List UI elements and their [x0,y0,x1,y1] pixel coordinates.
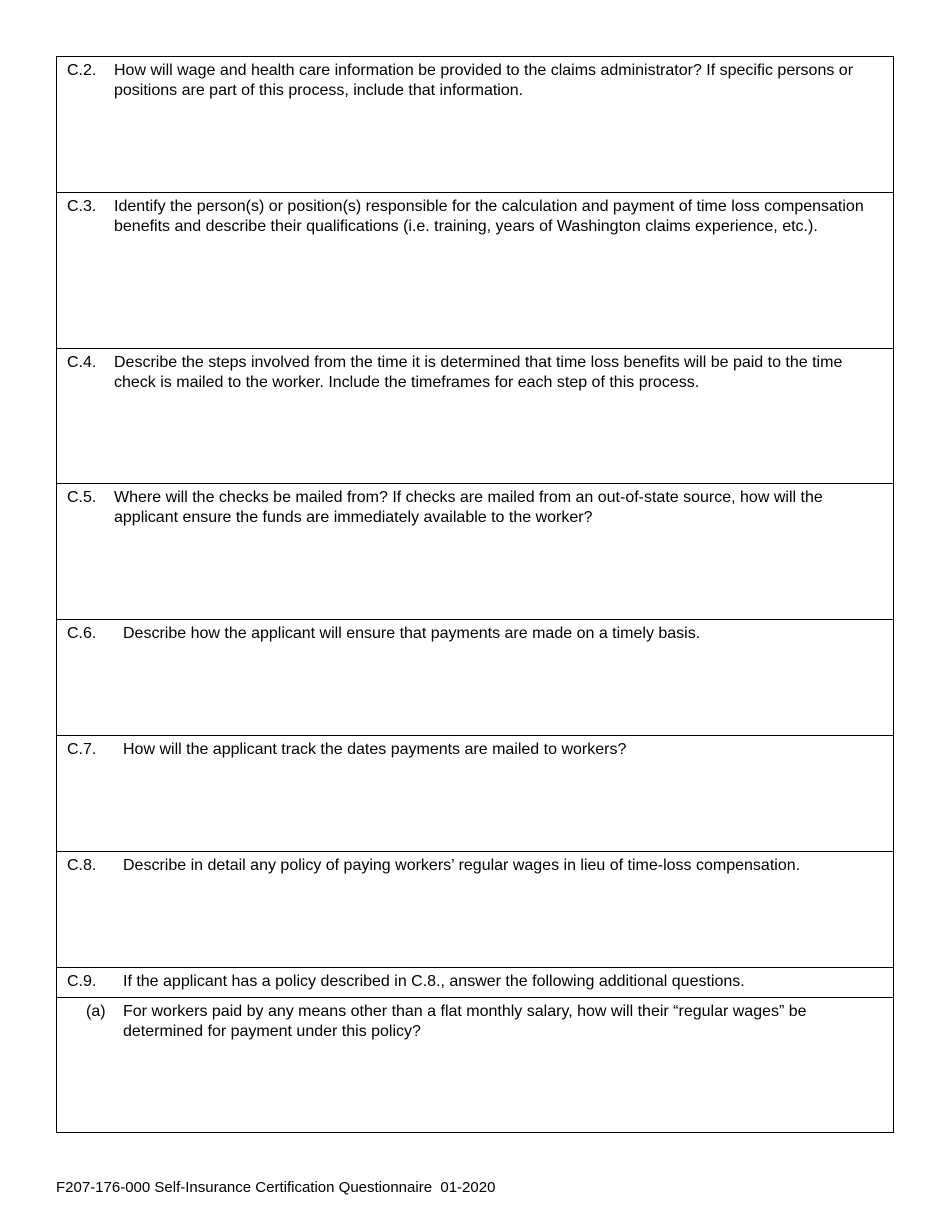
question-text: Describe how the applicant will ensure that payments are made on a timely basis. [123,625,701,642]
answer-cell-c2[interactable] [57,57,894,193]
answer-cell-c9a[interactable] [57,998,894,1133]
sub-question-number: (a) [86,1003,106,1020]
question-number: C.6. [67,625,97,642]
question-text: Where will the checks be mailed from? If checks are mailed from an out-of-state source, how will the applicant ensure the funds are immediately available to the worker? [114,489,823,526]
question-text: Identify the person(s) or position(s) responsible for the calculation and payment of time loss compensation benefits and describe their qualifications (i.e. training, years of Washington claims experience, etc.). [114,198,864,235]
question-number: C.2. [67,62,97,79]
question-text: Describe the steps involved from the time it is determined that time loss benefits will be paid to the time check is mailed to the worker. Include the timeframes for each step of this process. [114,354,843,391]
question-number: C.3. [67,198,97,215]
question-row-c5 [57,484,894,620]
question-row-c3 [57,193,894,349]
answer-cell-c8[interactable] [57,852,894,968]
question-number: C.4. [67,354,97,371]
question-text: How will wage and health care information be provided to the claims administrator? If specific persons or positions are part of this process, include that information. [114,62,854,99]
question-text: How will the applicant track the dates payments are mailed to workers? [123,741,627,758]
question-text: For workers paid by any means other than a flat monthly salary, how will their “regular wages” be determined for payment under this policy? [123,1003,807,1040]
questionnaire-table [56,56,894,1133]
question-row-c7 [57,736,894,852]
question-text: If the applicant has a policy described in C.8., answer the following additional questions. [123,973,745,990]
question-number: C.8. [67,857,97,874]
question-row-c9a [57,998,894,1133]
answer-cell-c4[interactable] [57,349,894,484]
answer-cell-c7[interactable] [57,736,894,852]
question-number: C.7. [67,741,97,758]
question-row-c6 [57,620,894,736]
question-row-c8 [57,852,894,968]
form-footer: F207-176-000 Self-Insurance Certification Questionnaire 01-2020 [56,1179,496,1196]
question-text: Describe in detail any policy of paying workers’ regular wages in lieu of time-loss compensation. [123,857,801,874]
question-number: C.9. [67,973,97,990]
question-number: C.5. [67,489,97,506]
question-row-c2 [57,57,894,193]
answer-cell-c5[interactable] [57,484,894,620]
question-row-c9 [57,968,894,998]
question-row-c4 [57,349,894,484]
answer-cell-c6[interactable] [57,620,894,736]
question-cell-c9 [57,968,894,998]
answer-cell-c3[interactable] [57,193,894,349]
